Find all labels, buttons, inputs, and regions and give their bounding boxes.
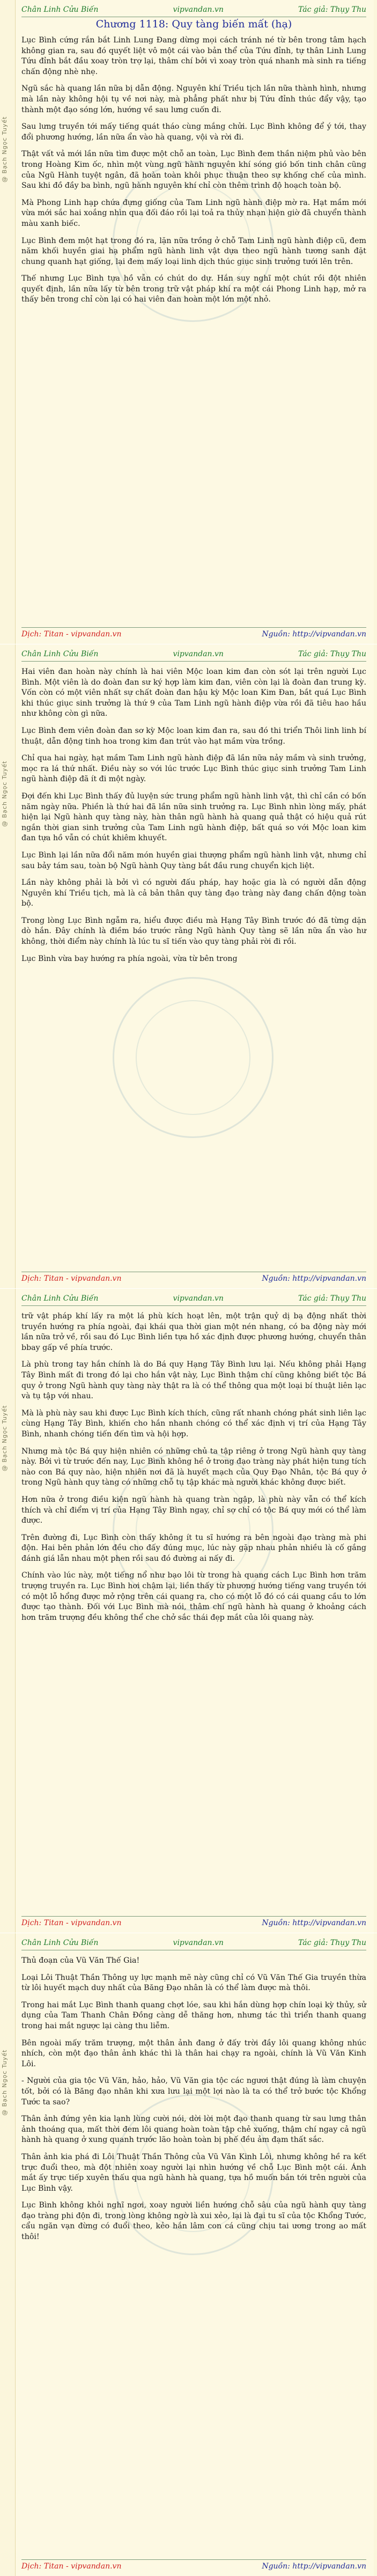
footer-rule <box>21 1916 366 1917</box>
paragraph: Thân ảnh đứng yên kia lạnh lùng cười nói, dời lời một đạo thanh quang từ sau lưng thân ảnh thoáng qua, mất thời đem lôi quang hoàn toàn tập chẻ xuống, thậm chí ngay cả ngũ hành hà quang ở xung quanh trước lão hoàn toàn bị phế đều ảm đạm thất sắc. <box>21 2115 366 2145</box>
paragraph: Thế nhưng Lục Bình tựa hồ vẫn có chút do dự. Hắn suy nghĩ một chút rồi đột nhiên quyết định, lần nữa lấy từ bên trong trữ vật pháp khí ra một cái Phong Linh hạp, mở ra thấy bên trong chỉ còn lại có hai viên đan hoàn một lớn một nhỏ. <box>21 274 366 304</box>
page-footer <box>21 1274 366 1283</box>
paragraph: trữ vật pháp khí lấy ra một lá phù kích hoạt lên, một trận quỷ dị bạ động nhất thời truyền hướng ra phía ngoài, đại khái qua thời gian một nén nhang, có ba động này mới lần nữa trở về, rồi sau đó Lục Bình liền tựa hồ xác định được phương hướng, chuyển thân bbay gấp về phía trước. <box>21 1312 366 1352</box>
page-body <box>21 1311 366 1630</box>
edge-label: @ Bạch Ngọc Tuyết <box>1 1405 8 1471</box>
header-rule <box>21 661 366 662</box>
footer-rule <box>21 2559 366 2560</box>
paragraph: Trong hai mắt Lục Bình thanh quang chợt lóe, sau khi hắn dùng hợp chín loại kỳ thủy, sử dụng của Tam Thanh Chân Đồng càng dễ thăng hơn, nhưng tác thì triển thanh quang trong hai mắt ngược lại càng thu liễm. <box>21 2000 366 2030</box>
page-body <box>21 667 366 971</box>
paragraph: Chỉ qua hai ngày, hạt mầm Tam Linh ngũ hành điệp đã lần nữa nảy mầm và sinh trưởng, mọc ra lá thứ nhất. Điều này so với lúc trước Lục Bình thúc giục sinh trưởng Tam Linh ngũ hành điệp đã ít đi một ngày. <box>21 754 366 784</box>
page-1 <box>0 0 377 644</box>
header-book-title: Chân Linh Cửu Biến <box>21 5 99 14</box>
page-3 <box>0 1289 377 1933</box>
paragraph: Sau lưng truyền tới mấy tiếng quát tháo cùng mắng chửi. Lục Bình không để ý tới, thay đổi phương hướng, lần nữa ẩn vào hà quang, vội và rời đi. <box>21 122 366 142</box>
paragraph: Chính vào lúc này, một tiếng nổ như bạo lôi từ trong hà quang cách Lục Bình hơn trăm trượng truyền ra. Lục Bình hơi chậm lại, liền thấy từ phương hướng tiếng vang truyền tới có một lỗ hổng được mở rộng trên cái quang ra, cho có một lỗ đó có cái quang cầu to lớn được tạo thành. Đối với Lục Bình mà nói, thâm chí ngũ hành hà quang ở khoảng cách hơn trăm trượng đều không thể che chở sắc thái đẹp mắt của lôi quang này. <box>21 1571 366 1622</box>
page-body <box>21 1956 366 2249</box>
paragraph: Lục Bình đem một hạt trong đó ra, lặn nữa trồng ở chỗ Tam Linh ngũ hành điệp cũ, đem năm khối huyền giai hạ phẩm ngũ hành linh vật dựa theo ngũ hành tương sanh đặt chung quanh hạt giống, lại đem mấy loại linh dịch thúc giục sinh trưởng tưới lên trên. <box>21 236 366 266</box>
paragraph: Mà Phong Linh hạp chứa đựng giống của Tam Linh ngũ hành điệp mờ ra. Hạt mầm mới vừa mới sắc hai xoắng nhìn qua đối đáo rồi lại toả ra thủy nhạn hiện giờ đã chuyển thành màu xanh biếc. <box>21 198 366 228</box>
header-book-title: Chân Linh Cửu Biến <box>21 1939 99 1947</box>
paragraph: Thân ảnh kia phá đi Lôi Thuật Thần Thông của Vũ Văn Kinh Lôi, nhưng không hề ra kết trực đuổi theo, mà đột nhiên xoay người lại nhìn hướng về chỗ Lục Bình một cái. Ánh mắt ấy trực tiếp xuyên thấu qua ngũ hành hà quang, tựa hồ muốn bắn tới trên người của Lục Bình vậy. <box>21 2152 366 2193</box>
page-header <box>21 1294 366 1305</box>
paragraph: Là phù trong tay hắn chính là do Bá quy Hạng Tây Bình lưu lại. Nếu không phải Hạng Tây Bình mất đi trong đó lại cho hắn vật này, Lục Bình thậm chí cũng không biết tộc Bá quy ở trong Ngũ hành quy tàng này thật ra là có thể thông qua một loại bí thuật liên lạc và tụ tập với nhau. <box>21 1360 366 1401</box>
footer-source <box>262 630 366 639</box>
header-author: Tác giả: Thụy Thu <box>298 1939 366 1947</box>
paragraph: Bên ngoài mấy trăm trượng, một thân ảnh đang ở đấy trời đầy lôi quang không nhúc nhích, còn một đạo thân ảnh khác thì là thân hai chạy ra ngoài, chính là Vũ Văn Kinh Lôi. <box>21 2038 366 2068</box>
footer-source-link[interactable]: http://vipvandan.vn <box>292 1274 366 1283</box>
page-footer <box>21 630 366 639</box>
edge-label: @ Bạch Ngọc Tuyết <box>1 760 8 827</box>
paragraph: Lục Bình đem viên đoàn đan sơ kỳ Mộc loan kim đan ra, sau đó thi triển Thôi linh linh bí thuật, dẫn động tinh hoa trong kim đan trút vào hạt mầm vừa trồng. <box>21 726 366 746</box>
header-site: vipvandan.vn <box>173 1939 224 1947</box>
footer-source-link[interactable]: http://vipvandan.vn <box>292 1919 366 1927</box>
edge-label: @ Bạch Ngọc Tuyết <box>1 2049 8 2116</box>
paragraph: Lục Bình lại lần nữa đổi năm món huyền giai thượng phẩm ngũ hành linh vật, nhưng chỉ sau bảy tám sau, toàn bộ Ngũ hành Quy tàng bắt đầu rung chuyển kịch liệt. <box>21 850 366 870</box>
header-book-title: Chân Linh Cửu Biến <box>21 1294 99 1303</box>
page-footer <box>21 2562 366 2571</box>
footer-source-label: Nguồn: <box>262 1274 290 1283</box>
page-header <box>21 1939 366 1949</box>
paragraph: Mà là phù này sau khi được Lục Bình kích thích, cũng rất nhanh chóng phát sinh liên lạc cùng Hạng Tây Bình, khiến cho hắn nhanh chóng có thể xác định vị trí của Hạng Tây Bình, nhanh chóng tiến đến tìm và hội hợp. <box>21 1408 366 1439</box>
paragraph: Lục Bình cứng rắn bắt Linh Lung Đang dừng mọi cách tránh né từ bên trong tâm hạch không gian ra, sau đó quyết liệt vô một cái vào bản thể của Tứu đỉnh, tự thân Linh Lung Tứu đỉnh bắt đầu xoay tròn trợ lại, thâm chí bởi vì xoay tròn quá nhanh mà sinh ra tiếng chấn động nhè nhẹ. <box>21 36 366 76</box>
footer-translator: Dịch: Titan - vipvandan.vn <box>21 630 122 639</box>
page-body <box>21 35 366 312</box>
footer-source-label: Nguồn: <box>262 1919 290 1927</box>
page-footer <box>21 1919 366 1927</box>
page-2 <box>0 644 377 1288</box>
paragraph: Hai viên đan hoàn này chính là hai viên Mộc loan kim đan còn sót lại trên người Lục Bình. Một viên là do đoàn đan sư ký hợp làm kim đan, viên còn lại là đoàn đan trung kỳ. Vốn còn có một viên nhất sự chất đoàn đan hậu kỳ Mộc loan Kim Đan, bắt quá Lục Bình khi thúc giục sinh trưởng là thứ 9 của Tam Linh ngũ hành điệp vừa rồi đã tiêu hao hầu như không còn gì nữa. <box>21 667 366 718</box>
footer-translator: Dịch: Titan - vipvandan.vn <box>21 1274 122 1283</box>
page-header <box>21 650 366 660</box>
header-site: vipvandan.vn <box>173 1294 224 1303</box>
header-rule <box>21 1305 366 1306</box>
footer-translator: Dịch: Titan - vipvandan.vn <box>21 1919 122 1927</box>
paragraph: - Người của gia tộc Vũ Văn, hảo, hảo, Vũ Văn gia tộc các ngươi thật đúng là làm chuyện tốt, bởi có là Băng đạo nhân khi xưa lưu lại một lợi nào là ta có thể trở bước tộc Khổng Tước ta sao? <box>21 2076 366 2107</box>
header-book-title: Chân Linh Cửu Biến <box>21 650 99 658</box>
paragraph: Trong lòng Lục Bình ngẫm ra, hiểu được điều mà Hạng Tây Bình trước đó đã từng dặn dò hắn. Đây chính là điềm báo trước rằng Ngũ hành Quy tàng sẽ lần nữa ẩn vào hư không, thời điểm này chính là lúc tu sĩ tiến vào quy tàng phải rời đi rồi. <box>21 916 366 946</box>
paragraph: Ngũ sắc hà quang lần nữa bị dẫn động. Nguyên khí Triều tịch lần nữa thành hình, nhưng mà lần này không hội tụ về nơi này, mà phẳng phất như bị Tứu đỉnh thúc đẩy vậy, tạo thành một đạo sóng lớn, hướng về sau lưng cuốn đi. <box>21 84 366 114</box>
edge-label: @ Bạch Ngọc Tuyết <box>1 116 8 182</box>
footer-source-link[interactable]: http://vipvandan.vn <box>292 630 366 639</box>
footer-source <box>262 1274 366 1283</box>
footer-source <box>262 2562 366 2571</box>
paragraph: Lục Bình không khỏi nghĩ ngơi, xoay người liền hướng chỗ sâu của ngũ hành quy tàng đạo tràng phi độn đi, trong lòng không ngờ là xui xẻo, lại là đại tu sĩ của tộc Khổng Tước, cẩu ngăn vạn đừng có đuổi theo, kẻo hắn lâm con cá cũng chịu tai ương trong ao mất thôi! <box>21 2201 366 2242</box>
footer-translator: Dịch: Titan - vipvandan.vn <box>21 2562 122 2571</box>
header-author: Tác giả: Thụy Thu <box>298 5 366 14</box>
header-site: vipvandan.vn <box>173 5 224 14</box>
paragraph: Lục Bình vừa bay hướng ra phía ngoài, vừa từ bên trong <box>21 954 238 963</box>
paragraph: Hơn nữa ở trong điều kiện ngũ hành hà quang tràn ngập, là phù này vẫn có thể kích thích và chỉ điểm vị trí của Hạng Tây Bình ngay, chỉ sợ chỉ có tộc Bá quy mới có thể làm được. <box>21 1495 366 1525</box>
chapter-title: Chương 1118: Quy tàng biến mất (hạ) <box>95 18 292 30</box>
paragraph: Loại Lôi Thuật Thần Thông uy lực mạnh mẽ này cũng chỉ có Vũ Văn Thế Gia truyền thừa từ lôi huyết mạch duy nhất của Băng Đạo nhân là có thể làm được mà thôi. <box>21 1973 366 1993</box>
paragraph: Thủ đoạn của Vũ Văn Thế Gia! <box>21 1956 140 1965</box>
paragraph: Nhưng mà tộc Bá quy hiện nhiên có những chủ ta tập riêng ở trong Ngũ hành quy tàng này. Bởi vì từ trước đến nay, Lục Bình không hề ở trong đạo tràng này phát hiện tung tích nào con Bá quy nào, hiện nhiên nơi đã là huyết mạch của Quy Đạo Nhân, tộc Bá quy ở trong Ngũ hành quy tàng có những chỗ tụ tập khác mà người khác không được biết. <box>21 1447 366 1487</box>
page-header <box>21 5 366 16</box>
paragraph: Trên đường đi, Lục Bình còn thấy không ít tu sĩ hướng ra bên ngoài đạo tràng mà phi độn. Hai bên phản lớn đều cho đấy đúng mục, lúc này gặp nhau phản nhiều là cố gắng đánh giá lẫn nhau một phen rồi sau đó đường ai nấy đi. <box>21 1533 366 1563</box>
header-author: Tác giả: Thụy Thu <box>298 1294 366 1303</box>
footer-source-link[interactable]: http://vipvandan.vn <box>292 2562 366 2571</box>
footer-source-label: Nguồn: <box>262 2562 290 2571</box>
header-site: vipvandan.vn <box>173 650 224 658</box>
header-author: Tác giả: Thụy Thu <box>298 650 366 658</box>
footer-source-label: Nguồn: <box>262 630 290 639</box>
paragraph: Lần này không phải là bởi vì có người đấu pháp, hay hoặc gia là có người dẫn động Nguyên khí Triều tịch, mà là cả bản thân quy tàng đạo tràng này đang chấn động toàn bộ. <box>21 878 366 908</box>
footer-source <box>262 1919 366 1927</box>
footer-rule <box>21 627 366 628</box>
paragraph: Thật vất vả mới lần nữa tìm được một chỗ an toàn, Lục Bình đem thần niệm phủ vào bên trong Hoàng Kim ốc, nhìn một vùng ngũ hành nguyên khí sóng gió bốn tinh chân cũng của Ngũ Hành tuyệt ngân, đã hoàn toàn khôi phục thuận theo sự khống chế của mình. Sau khi đồ đầy ba bình, ngũ hành nguyên khí chỉ còn thêm trình độ hoạch toàn bộ. <box>21 150 366 190</box>
page-4 <box>0 1933 377 2576</box>
paragraph: Đợi đến khi Lục Bình thấy đủ luyện sức trung phẩm ngũ hành linh vật, thì chỉ cần có bốn năm ngày nữa. Phiền là thứ hai đã lần nữa sinh trưởng ra. Lục Bình nhìn lòng mấy, phát hiện lại Ngũ hành quy tàng này, hàn thân ngũ hành hà quang quả thật có hiệu quả rút ngắn thời gian sinh trưởng của Tam Linh ngũ hành điệp, bất quá so với Mộc loan kim đan tựa hồ vẫn có chút khiêm khuyết. <box>21 791 366 843</box>
